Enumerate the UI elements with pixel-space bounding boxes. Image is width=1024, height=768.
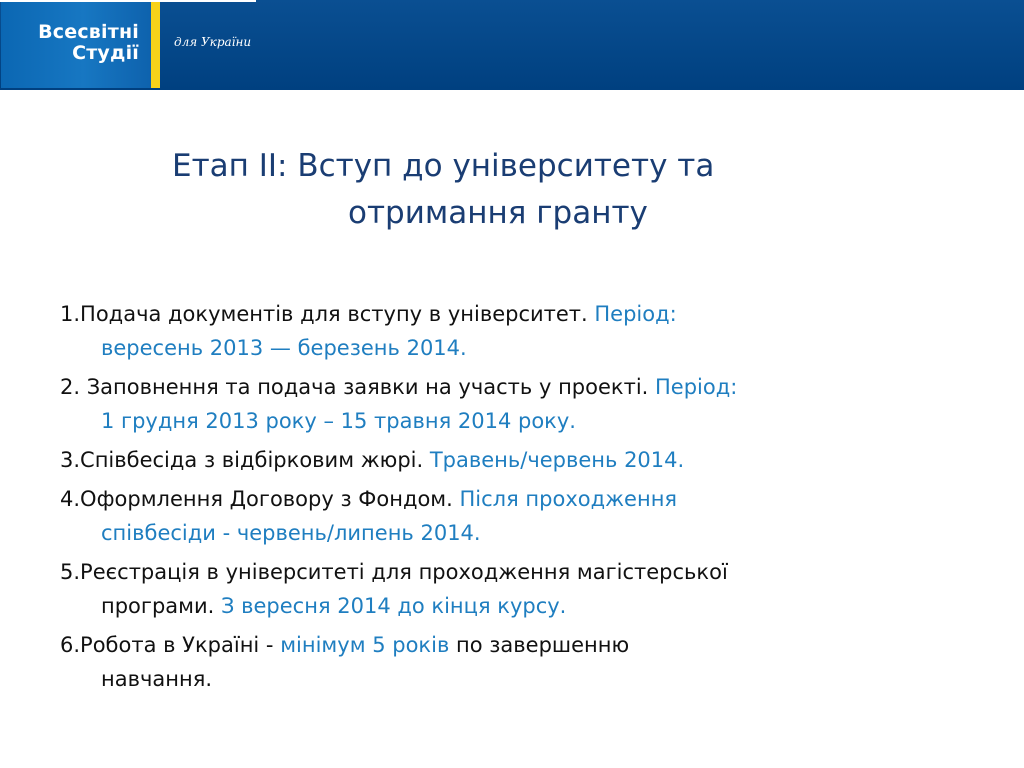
step-text: навчання. — [101, 667, 213, 691]
step-text: програми. — [101, 594, 221, 618]
step-highlight: вересень 2013 — березень 2014. — [101, 336, 467, 360]
step-text: 5.Реєстрація в університеті для проходження магістерської — [60, 560, 728, 584]
step-highlight: мінімум 5 років — [280, 633, 450, 657]
slide-title-line-2: отримання гранту — [348, 195, 648, 231]
logo-tagline: для України — [174, 35, 252, 49]
step-item-6 — [60, 628, 995, 696]
slide-title — [140, 143, 900, 237]
step-text: 4.Оформлення Договору з Фондом. — [60, 487, 460, 511]
step-highlight: Період: — [655, 375, 738, 399]
step-text: 1.Подача документів для вступу в університет. — [60, 302, 595, 326]
step-item-5 — [60, 555, 995, 623]
step-highlight: Період: — [594, 302, 677, 326]
step-highlight: Травень/червень 2014. — [429, 448, 685, 472]
logo-accent-bar — [151, 2, 160, 88]
step-item-2 — [60, 370, 995, 438]
step-highlight: співбесіди - червень/липень 2014. — [101, 521, 481, 545]
step-item-1 — [60, 297, 995, 365]
step-text: 6.Робота в Україні - — [60, 633, 281, 657]
steps-list — [60, 297, 995, 701]
logo-line-1: Всесвітні — [38, 21, 139, 43]
step-item-4 — [60, 482, 995, 550]
step-text: 2. Заповнення та подача заявки на участь у проекті. — [60, 375, 656, 399]
slide-title-line-1: Етап ІІ: Вступ до університету та — [172, 148, 715, 184]
step-highlight: 1 грудня 2013 року – 15 травня 2014 року. — [101, 409, 576, 433]
step-text: по завершенню — [449, 633, 630, 657]
logo — [1, 2, 151, 88]
step-highlight: Після проходження — [459, 487, 678, 511]
step-item-3 — [60, 443, 995, 477]
step-text: 3.Співбесіда з відбірковим жюрі. — [60, 448, 430, 472]
logo-line-2: Студії — [72, 42, 139, 64]
step-highlight: З вересня 2014 до кінця курсу. — [220, 594, 567, 618]
